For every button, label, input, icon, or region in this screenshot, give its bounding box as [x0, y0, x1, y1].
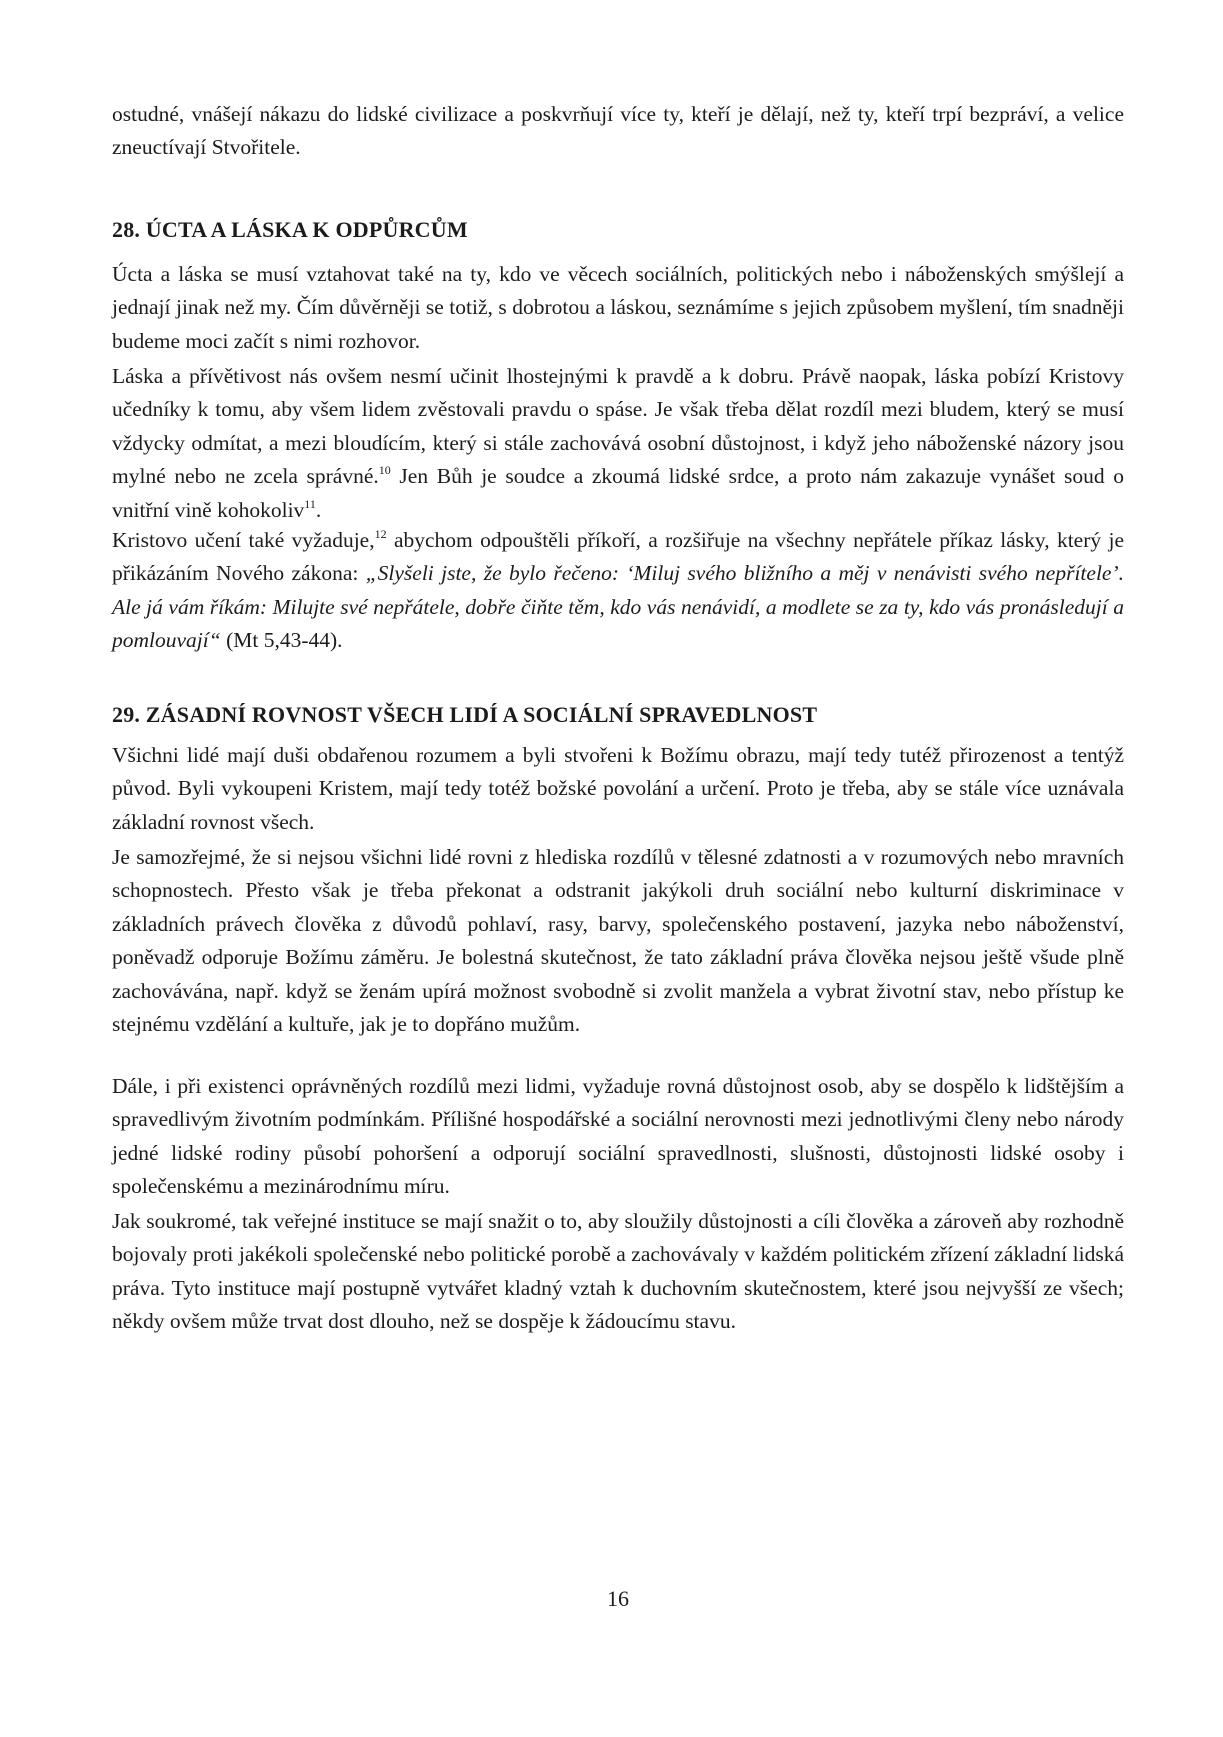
paragraph-28-1: Úcta a láska se musí vztahovat také na ty, kdo ve věcech sociálních, politických nebo i náboženských smýšlejí a jednají jinak než my. Čím důvěrněji se totiž, s dobrotou a láskou, seznámíme s jejich způsobem myšlení, tím snadněji budeme moci začít s nimi rozhovor. — [112, 262, 1124, 353]
paragraph-29-2: Je samozřejmé, že si nejsou všichni lidé rovni z hlediska rozdílů v tělesné zdatnosti a v rozumových nebo mravních schopnostech. Přesto však je třeba překonat a odstranit jakýkoli druh sociální nebo kulturní diskriminace v základních právech člověka z důvodů pohlaví, rasy, barvy, společenského postavení, jazyka nebo náboženství, poněvadž odporuje Božímu záměru. Je bolestná skutečnost, že tato základní práva člověka nejsou ještě všude plně zachovávána, např. když se ženám upírá možnost svobodně si zvolit manžela a vybrat životní stav, nebo přístup ke stejnému vzdělání a kultuře, jak je to dopřáno mužům. — [112, 845, 1124, 1037]
paragraph-intro: ostudné, vnášejí nákazu do lidské civilizace a poskvrňují více ty, kteří je dělají, než ty, kteří trpí bezpráví, a velice zneuctívají Stvořitele. — [112, 102, 1124, 160]
page-number: 16 — [607, 1586, 629, 1611]
text-run: Láska a přívětivost nás ovšem nesmí učinit lhostejnými k pravdě a k dobru. Právě naopak, láska pobízí Kristovy učedníky k tomu, aby všem lidem zvěstovali pravdu o spáse. Je však třeba dělat rozdíl mezi bludem, který se musí vždycky odmítat, a mezi bloudícím, který si stále zachovává osobní důstojnost, i když jeho náboženské názory jsou mylné nebo ne zcela správné. — [112, 364, 1124, 489]
footnote-marker: 12 — [374, 527, 387, 541]
text-run: Jen Bůh je soudce a zkoumá lidské srdce, a proto nám zakazuje vynášet soud o vnitřní vině kohokoliv — [112, 464, 1124, 522]
scripture-quote: „Slyšeli jste, že bylo řečeno: ‘Miluj svého bližního a měj v nenávisti svého nepřítele’. Ale já vám říkám: Milujte své nepřátele, dobře čiňte těm, kdo vás nenávidí, a modlete se za ty, kdo vás pronásledují a pomlouvají“ — [112, 561, 1124, 653]
section-heading-29: 29. ZÁSADNÍ ROVNOST VŠECH LIDÍ A SOCIÁLNÍ SPRAVEDLNOST — [112, 702, 818, 727]
text-run: abychom odpouštěli příkoří, a rozšiřuje na všechny nepřátele příkaz lásky, který je přikázáním Nového zákona: — [112, 528, 1124, 586]
footnote-marker: 10 — [378, 463, 391, 478]
page-content — [112, 0, 1124, 1737]
section-heading-28: 28. ÚCTA A LÁSKA K ODPŮRCŮM — [112, 217, 468, 242]
paragraph-29-4: Jak soukromé, tak veřejné instituce se mají snažit o to, aby sloužily důstojnosti a cíli člověka a zároveň aby rozhodně bojovaly proti jakékoli společenské nebo politické porobě a zachovávaly v každém politickém zřízení základní lidská práva. Tyto instituce mají postupně vytvářet kladný vztah k duchovním skutečnostem, které jsou nejvyšší ze všech; někdy ovšem může trvat dost dlouho, než se dospěje k žádoucímu stavu. — [112, 1209, 1124, 1334]
text-run: . — [315, 497, 322, 522]
paragraph-29-1: Všichni lidé mají duši obdařenou rozumem a byli stvořeni k Božímu obrazu, mají tedy tutéž přirozenost a tentýž původ. Byli vykoupeni Kristem, mají tedy totéž božské povolání a určení. Proto je třeba, aby se stále více uznávala základní rovnost všech. — [112, 743, 1124, 834]
scripture-reference: (Mt 5,43-44). — [220, 628, 343, 653]
paragraph-28-3 — [112, 524, 1124, 658]
footnote-marker: 11 — [304, 496, 316, 511]
paragraph-28-2 — [112, 360, 1124, 527]
paragraph-29-3: Dále, i při existenci oprávněných rozdílů mezi lidmi, vyžaduje rovná důstojnost osob, aby se dospělo k lidštějším a spravedlivým životním podmínkám. Přílišné hospodářské a sociální nerovnosti mezi jednotlivými členy nebo národy jedné lidské rodiny působí pohoršení a odporují sociální spravedlnosti, slušnosti, důstojnosti lidské osoby i společenskému a mezinárodnímu míru. — [112, 1074, 1124, 1199]
text-run: Kristovo učení také vyžaduje, — [112, 528, 375, 552]
